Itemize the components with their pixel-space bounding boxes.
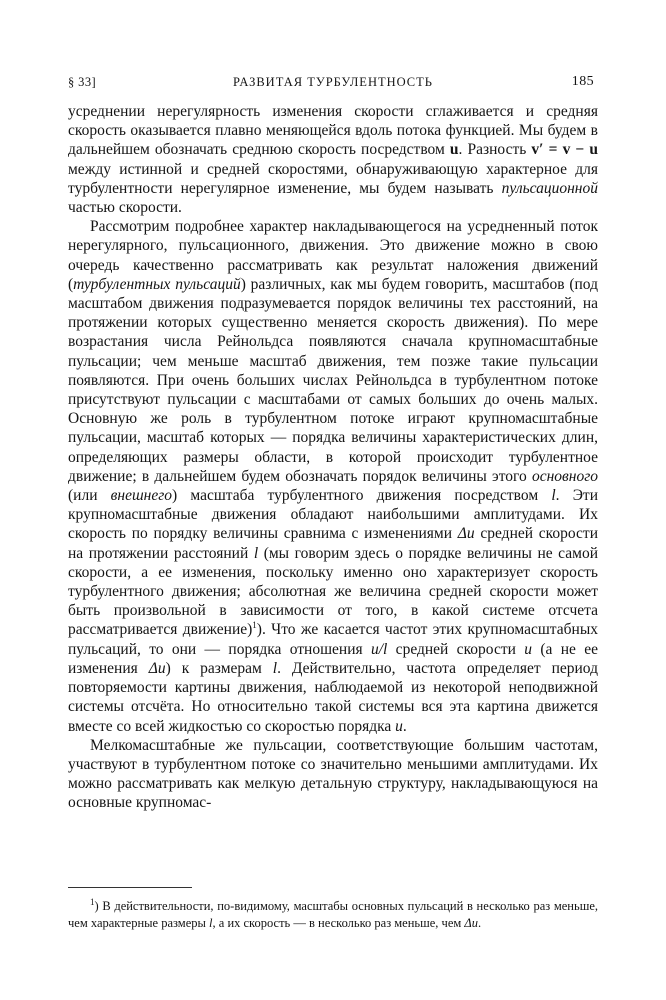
text-run: ) к размерам: [165, 659, 273, 677]
text-run: .: [402, 717, 407, 735]
text-run: . Разность: [458, 141, 532, 159]
math-or-emphasis: Δu: [457, 525, 475, 543]
math-or-emphasis: Δu: [148, 659, 166, 677]
math-or-emphasis: v′ = v − u: [531, 141, 598, 159]
math-or-emphasis: l: [272, 659, 278, 677]
text-run: , а их скорость — в несколько раз меньше, чем: [212, 915, 465, 930]
paragraph-2: [68, 217, 598, 735]
text-run: (или: [68, 487, 111, 505]
main-text: [68, 102, 598, 813]
text-run: ) масштаба турбулентного движения посредством: [172, 487, 552, 505]
math-or-emphasis: u: [449, 141, 459, 159]
footnote-ref: 1: [252, 620, 257, 631]
text-run: .: [478, 915, 482, 930]
footnote-divider: [68, 887, 192, 888]
footnote: [68, 898, 598, 931]
text-run: средней скорости: [387, 640, 525, 658]
math-or-emphasis: u/l: [370, 640, 388, 658]
text-run: между истинной и средней скоростями, обнаруживающую характерное для турбулентности нерегулярное изменение, мы будем называть: [68, 160, 598, 197]
text-run: ) В действительности, по-видимому, масштабы основных пульсаций в несколько раз меньше, чем характерные размеры: [68, 899, 598, 930]
text-run: . Действительно, частота определяет период повторяемости картины движения, наблюдаемой из некоторой неподвижной системы отсчёта. Но относительно такой системы вся эта картина движется вместе со всей жидкостью со скоростью порядка: [68, 659, 598, 735]
text-run: средней скорости на протяжении расстояний: [68, 525, 598, 562]
math-or-emphasis: Δu: [464, 915, 479, 930]
text-run: (мы говорим здесь о порядке величины не самой скорости, а ее изменения, поскольку именно оно характеризует скорость турбулентного движения; абсолютная же величина средней скорости может быть произвольной в зависимости от того, в какой системе отсчета рассматривается движение): [68, 544, 598, 639]
math-or-emphasis: l: [253, 544, 259, 562]
math-or-emphasis: внешнего: [110, 487, 173, 505]
section-marker: § 33]: [68, 75, 97, 89]
math-or-emphasis: u: [524, 640, 532, 658]
page-number: 185: [571, 74, 594, 89]
math-or-emphasis: u: [395, 717, 403, 735]
text-run: Мелкомасштабные же пульсации, соответствующие большим частотам, участвуют в турбулентном потоке со значительно меньшими амплитудами. Их можно рассматривать как мелкую детальную структуру, накладывающуюся на основные крупномас-: [68, 736, 598, 812]
math-or-emphasis: основного: [531, 467, 598, 485]
text-run: частью скорости.: [68, 199, 182, 217]
math-or-emphasis: l: [209, 915, 213, 930]
text-run: ) различных, как мы будем говорить, масштабов (под масштабом движения подразумевается порядок величины тех расстояний, на протяжении которых существенно меняется скорость движения). По мере возрастания числа Рейнольдса появляются сначала крупномасштабные пульсации; чем меньше масштаб движения, тем позже такие пульсации появляются. При очень больших числах Рейнольдса в турбулентном потоке присутствуют пульсации с масштабами от самых больших до очень малых. Основную же роль в турбулентном потоке играют крупномасштабные пульсации, масштаб которых — порядка величины характеристических длин, определяющих размеры области, в которой происходит турбулентное движение; в дальнейшем будем обозначать порядок величины этого: [68, 275, 598, 485]
paragraph-1: [68, 102, 598, 217]
math-or-emphasis: l: [551, 487, 556, 505]
text-run: (а не ее изменения: [68, 640, 598, 677]
math-or-emphasis: турбулентных пульсаций: [73, 275, 241, 293]
footnote-ref: 1: [90, 896, 95, 907]
text-run: Рассмотрим подробнее характер накладывающегося на усредненный поток нерегулярного, пульсационного, движения. Это движение можно в свою очередь качественно рассматривать как результат наложения движений (: [68, 218, 598, 293]
math-or-emphasis: пульсационной: [501, 179, 598, 197]
running-title: РАЗВИТАЯ ТУРБУЛЕНТНОСТЬ: [233, 75, 433, 89]
paragraph-3: [68, 736, 598, 813]
text-run: . Эти крупномасштабные движения обладают наибольшими амплитудами. Их скорость по порядку величины сравнима с изменениями: [68, 487, 598, 543]
text-run: ). Что же касается частот этих крупномасштабных пульсаций, то они — порядка отношения: [68, 621, 598, 658]
text-run: усреднении нерегулярность изменения скорости сглаживается и средняя скорость оказывается плавно меняющейся вдоль потока функцией. Мы будем в дальнейшем обозначать среднюю скорость посредством: [68, 103, 598, 159]
